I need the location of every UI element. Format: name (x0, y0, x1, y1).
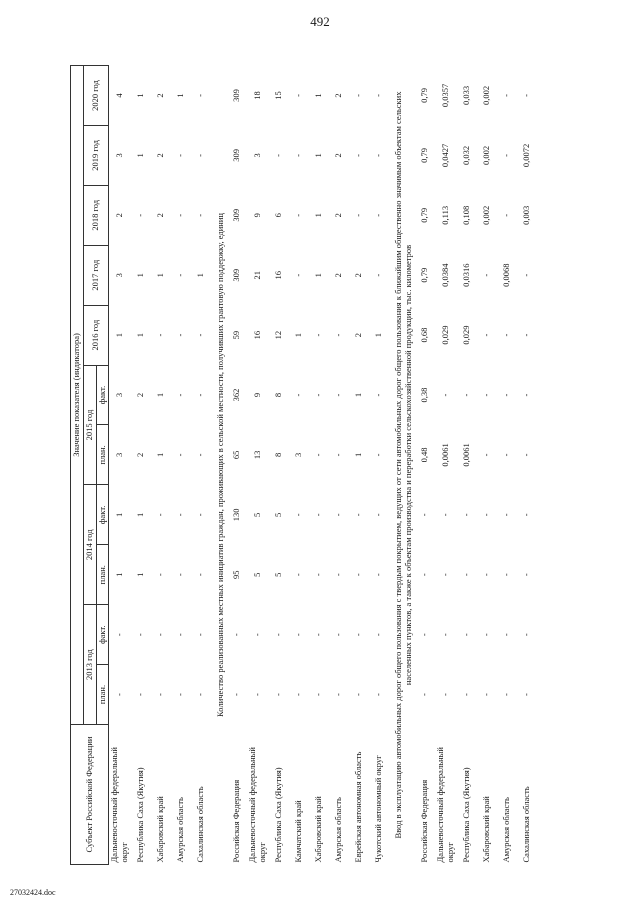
year-2020-header: 2020 год (83, 66, 109, 126)
value-cell: - (194, 393, 205, 397)
value-cell: - (439, 693, 450, 696)
value-cell: - (460, 573, 471, 577)
value-cell: 2 (154, 93, 165, 98)
value-cell: 0,002 (480, 145, 491, 165)
value-cell: - (174, 573, 185, 577)
value-cell: - (480, 573, 491, 577)
value-cell: 2 (332, 273, 343, 278)
value-cell: 1 (134, 572, 145, 577)
value-cell: - (312, 633, 323, 637)
subject-cell: Республика Саха (Якутия) (272, 767, 283, 863)
value-cell: - (312, 513, 323, 517)
value-cell: - (194, 213, 205, 217)
value-cell: 0,113 (439, 205, 450, 225)
value-cell: - (352, 573, 363, 577)
value-cell: - (372, 273, 383, 277)
fact-2013-header: факт. (96, 605, 109, 665)
subject-cell: Амурская область (174, 797, 185, 863)
value-cell: - (251, 693, 262, 696)
value-cell: 13 (251, 450, 262, 460)
value-cell: - (520, 393, 531, 397)
subject-cell: Еврейская автономная область (352, 751, 363, 863)
value-cell: - (332, 633, 343, 637)
value-cell: 15 (272, 91, 283, 100)
value-cell: - (292, 273, 303, 277)
value-cell: - (134, 213, 145, 217)
table-row (109, 66, 131, 865)
value-cell: 309 (231, 208, 242, 222)
value-cell: - (134, 693, 145, 696)
value-cell: - (174, 513, 185, 517)
value-cell: - (460, 513, 471, 517)
value-cell: - (332, 333, 343, 337)
value-cell: 1 (312, 153, 323, 158)
value-cell: - (372, 94, 383, 97)
value-cell: 0,033 (460, 85, 471, 106)
table-row (496, 66, 516, 865)
value-cell: - (231, 633, 242, 637)
value-cell: 0,0316 (460, 263, 471, 287)
rotated-table-container (70, 65, 570, 865)
value-cell: - (292, 213, 303, 217)
value-cell: - (460, 693, 471, 696)
value-cell: - (500, 94, 511, 97)
value-cell: 2 (332, 153, 343, 158)
subject-cell: Сахалинская область (194, 786, 205, 863)
subject-cell: Чукотский автономный округ (372, 755, 383, 863)
value-cell: 2 (134, 452, 145, 458)
value-cell: - (419, 693, 430, 696)
value-cell: - (272, 153, 283, 157)
value-cell: - (372, 693, 383, 696)
value-cell: 12 (272, 330, 283, 340)
value-cell: - (194, 94, 205, 97)
subject-cell: Хабаровский край (312, 796, 323, 863)
value-cell: - (372, 453, 383, 457)
value-cell: 1 (134, 153, 145, 158)
value-cell: - (372, 393, 383, 397)
table-row (151, 66, 171, 865)
value-cell: 2 (134, 392, 145, 398)
value-cell: - (372, 153, 383, 157)
value-cell: - (419, 573, 430, 577)
value-cell: - (500, 453, 511, 457)
value-cell: 21 (251, 270, 262, 280)
value-cell: 0,003 (520, 205, 531, 225)
value-cell: 59 (231, 330, 242, 340)
value-cell: 5 (272, 512, 283, 517)
subject-column-header: Субъект Российской Федерации (71, 725, 109, 865)
year-2016-header: 2016 год (83, 305, 109, 365)
section-row (211, 66, 227, 865)
value-cell: 1 (352, 392, 363, 398)
value-cell: 1 (134, 332, 145, 338)
value-cell: 18 (251, 91, 262, 100)
value-cell: 0,79 (419, 267, 430, 283)
subject-cell: Камчатский край (292, 800, 303, 863)
value-cell: - (500, 513, 511, 517)
value-cell: - (194, 453, 205, 457)
value-cell: 2 (154, 213, 165, 218)
value-cell: 1 (114, 572, 125, 577)
value-cell: 16 (272, 270, 283, 280)
value-cell: - (174, 333, 185, 337)
value-cell: - (194, 573, 205, 577)
value-cell: 3 (114, 452, 125, 458)
value-cell: 0,0072 (520, 143, 531, 168)
value-cell: - (352, 633, 363, 637)
value-cell: - (194, 333, 205, 337)
value-cell: 130 (231, 508, 242, 522)
values-group-header: Значение показателя (индикатора) (71, 66, 84, 725)
value-cell: 1 (372, 332, 383, 338)
value-cell: 5 (251, 572, 262, 577)
value-cell: 309 (231, 89, 242, 102)
value-cell: 0,0061 (460, 443, 471, 467)
value-cell: - (439, 513, 450, 517)
value-cell: - (520, 513, 531, 517)
value-cell: 0,032 (460, 145, 471, 165)
value-cell: 16 (251, 330, 262, 340)
value-cell: - (460, 393, 471, 397)
table-row (269, 66, 289, 865)
value-cell: - (312, 573, 323, 577)
subject-cell: Хабаровский край (154, 796, 165, 863)
section-row (389, 66, 415, 865)
subject-cell: Дальневосточный федеральный округ (109, 747, 130, 863)
year-2014-header: 2014 год (83, 485, 96, 605)
value-cell: 5 (272, 572, 283, 577)
value-cell: - (332, 453, 343, 457)
value-cell: - (194, 513, 205, 517)
value-cell: - (312, 393, 323, 397)
value-cell: 1 (312, 273, 323, 278)
value-cell: - (194, 153, 205, 157)
value-cell: - (480, 513, 491, 517)
value-cell: 2 (352, 273, 363, 278)
value-cell: - (372, 573, 383, 577)
year-2019-header: 2019 год (83, 125, 109, 185)
value-cell: 0,79 (419, 147, 430, 163)
value-cell: - (292, 153, 303, 157)
value-cell: 1 (114, 332, 125, 338)
value-cell: - (372, 213, 383, 217)
value-cell: - (480, 393, 491, 397)
table-row (171, 66, 191, 865)
value-cell: 1 (292, 332, 303, 338)
value-cell: 1 (174, 93, 185, 98)
value-cell: - (520, 94, 531, 97)
value-cell: - (372, 513, 383, 517)
value-cell: - (251, 633, 262, 637)
value-cell: - (292, 513, 303, 517)
value-cell: - (114, 633, 125, 637)
plan-2013-header: план. (96, 665, 109, 725)
value-cell: - (154, 693, 165, 696)
value-cell: - (312, 333, 323, 337)
table-row (329, 66, 349, 865)
value-cell: - (439, 633, 450, 637)
value-cell: 309 (231, 268, 242, 282)
value-cell: - (500, 393, 511, 397)
value-cell: - (174, 273, 185, 277)
year-2018-header: 2018 год (83, 185, 109, 245)
value-cell: - (439, 573, 450, 577)
value-cell: 8 (272, 392, 283, 398)
value-cell: - (134, 633, 145, 637)
value-cell: - (500, 153, 511, 157)
indicator-table (70, 65, 536, 865)
value-cell: 0,68 (419, 327, 430, 343)
value-cell: 9 (251, 213, 262, 218)
subject-cell: Республика Саха (Якутия) (460, 767, 471, 863)
year-2013-header: 2013 год (83, 605, 96, 725)
footer-code: 27032424.doc (10, 888, 56, 897)
value-cell: 5 (251, 512, 262, 517)
value-cell: - (332, 573, 343, 577)
value-cell: - (154, 333, 165, 337)
value-cell: 3 (251, 153, 262, 158)
value-cell: 362 (231, 388, 242, 402)
value-cell: 0,0427 (439, 143, 450, 168)
table-row (349, 66, 369, 865)
value-cell: 0,029 (439, 325, 450, 345)
value-cell: - (352, 213, 363, 217)
value-cell: - (312, 693, 323, 696)
value-cell: - (292, 573, 303, 577)
subject-cell: Сахалинская область (520, 786, 531, 863)
value-cell: 3 (114, 392, 125, 398)
value-cell: - (352, 94, 363, 97)
subject-cell: Дальневосточный федеральный округ (434, 747, 455, 863)
value-cell: 4 (114, 93, 125, 98)
value-cell: - (332, 393, 343, 397)
value-cell: 1 (352, 452, 363, 458)
table-row (131, 66, 151, 865)
value-cell: 0,029 (460, 325, 471, 345)
value-cell: - (174, 153, 185, 157)
table-row (476, 66, 496, 865)
value-cell: 2 (332, 213, 343, 218)
value-cell: - (419, 633, 430, 637)
table-row (191, 66, 211, 865)
value-cell: 1 (114, 512, 125, 517)
table-row (516, 66, 536, 865)
value-cell: 2 (332, 93, 343, 98)
value-cell: - (194, 633, 205, 637)
value-cell: - (272, 633, 283, 637)
value-cell: 3 (114, 153, 125, 158)
table-row (289, 66, 309, 865)
value-cell: 0,48 (419, 447, 430, 463)
value-cell: - (154, 513, 165, 517)
page-number: 492 (310, 14, 330, 29)
table-row (309, 66, 329, 865)
value-cell: 0,002 (480, 85, 491, 106)
value-cell: - (272, 693, 283, 696)
value-cell: - (500, 573, 511, 577)
value-cell: - (500, 213, 511, 217)
value-cell: - (500, 333, 511, 337)
value-cell: - (174, 693, 185, 696)
value-cell: 2 (114, 213, 125, 218)
value-cell: 0,0384 (439, 263, 450, 287)
value-cell: 1 (194, 273, 205, 278)
value-cell: 95 (231, 570, 242, 579)
table-row (369, 66, 389, 865)
value-cell: - (154, 573, 165, 577)
value-cell: - (520, 633, 531, 637)
value-cell: - (520, 573, 531, 577)
value-cell: - (520, 333, 531, 337)
value-cell: - (312, 453, 323, 457)
value-cell: - (352, 693, 363, 696)
value-cell: - (460, 633, 471, 637)
value-cell: 2 (154, 153, 165, 158)
value-cell: 2 (352, 332, 363, 338)
value-cell: 1 (134, 273, 145, 278)
section-title: Ввод в эксплуатацию автомобильных дорог общего пользования с твердым покрытием, ведущих от сети автомобильных дорог общего пользования к ближайшим общественно значимым объектам сельских населенных пунктов, а также к объектам производства и переработки сельскохозяйственной продукции, тыс. километров (392, 91, 413, 839)
value-cell: 0,0357 (439, 83, 450, 108)
value-cell: 3 (114, 273, 125, 278)
value-cell: - (520, 693, 531, 696)
value-cell: 0,0068 (500, 263, 511, 287)
value-cell: 9 (251, 392, 262, 398)
value-cell: - (174, 213, 185, 217)
value-cell: - (114, 693, 125, 696)
fact-2015-header: факт. (96, 365, 109, 425)
value-cell: - (332, 513, 343, 517)
value-cell: - (372, 633, 383, 637)
value-cell: - (439, 393, 450, 397)
value-cell: - (174, 633, 185, 637)
value-cell: - (480, 693, 491, 696)
value-cell: 1 (312, 213, 323, 218)
plan-2014-header: план. (96, 545, 109, 605)
plan-2015-header: план. (96, 425, 109, 485)
value-cell: 3 (292, 452, 303, 458)
value-cell: 1 (154, 392, 165, 398)
subject-cell: Амурская область (500, 797, 511, 863)
value-cell: - (194, 693, 205, 696)
value-cell: 1 (134, 512, 145, 517)
table-row (456, 66, 476, 865)
value-cell: - (419, 513, 430, 517)
value-cell: 1 (154, 273, 165, 278)
value-cell: 309 (231, 149, 242, 162)
value-cell: 8 (272, 452, 283, 458)
subject-cell: Дальневосточный федеральный округ (247, 747, 267, 863)
value-cell: 0,79 (419, 207, 430, 223)
value-cell: - (292, 693, 303, 696)
table-row (247, 66, 269, 865)
value-cell: - (480, 333, 491, 337)
table-body (109, 66, 537, 865)
subject-cell: Российская Федерация (231, 779, 242, 863)
value-cell: 1 (154, 452, 165, 458)
value-cell: 0,002 (480, 205, 491, 225)
value-cell: - (352, 153, 363, 157)
value-cell: 65 (231, 450, 242, 460)
value-cell: - (231, 693, 242, 696)
value-cell: 0,38 (419, 387, 430, 403)
value-cell: - (352, 513, 363, 517)
value-cell: - (480, 633, 491, 637)
value-cell: 0,79 (419, 88, 430, 103)
year-2015-header: 2015 год (83, 365, 96, 485)
value-cell: - (174, 453, 185, 457)
value-cell: - (500, 633, 511, 637)
table-row (435, 66, 457, 865)
value-cell: - (332, 693, 343, 696)
value-cell: - (174, 393, 185, 397)
table-row (227, 66, 247, 865)
value-cell: - (292, 633, 303, 637)
value-cell: - (480, 273, 491, 277)
subject-cell: Российская Федерация (419, 779, 430, 863)
subject-cell: Амурская область (332, 797, 343, 863)
value-cell: 1 (312, 93, 323, 98)
value-cell: - (500, 693, 511, 696)
table-header (71, 66, 109, 865)
value-cell: - (520, 453, 531, 457)
section-title: Количество реализованных местных инициатив граждан, проживающих в сельской местности, получивших грантовую поддержку, единиц (214, 213, 225, 717)
fact-2014-header: факт. (96, 485, 109, 545)
subject-cell: Хабаровский край (480, 796, 491, 863)
value-cell: 0,0061 (439, 443, 450, 467)
value-cell: - (480, 453, 491, 457)
year-2017-header: 2017 год (83, 245, 109, 305)
value-cell: 1 (134, 93, 145, 98)
subject-cell: Республика Саха (Якутия) (134, 767, 145, 863)
value-cell: - (292, 393, 303, 397)
value-cell: - (520, 273, 531, 277)
value-cell: - (154, 633, 165, 637)
table-row (415, 66, 435, 865)
value-cell: - (292, 94, 303, 97)
value-cell: 0,108 (460, 205, 471, 225)
value-cell: 6 (272, 213, 283, 218)
